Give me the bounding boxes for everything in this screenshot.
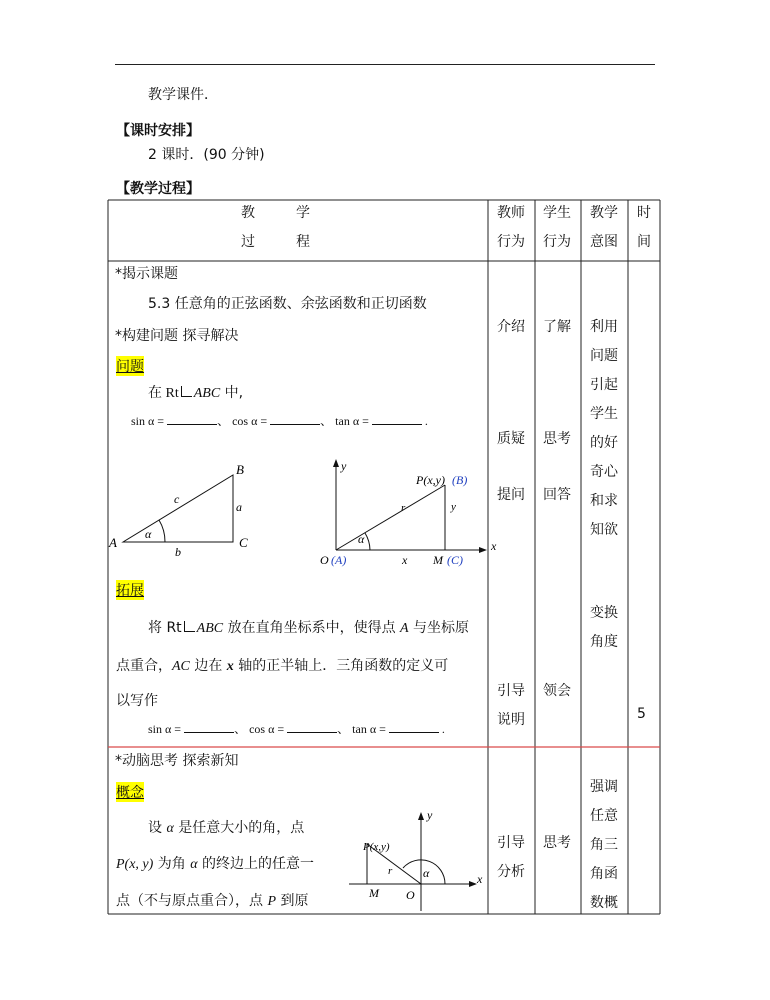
section-schedule-heading: 【课时安排】 xyxy=(116,123,200,139)
side-x: x xyxy=(402,553,408,567)
extend-paragraph-line3: 以写作 xyxy=(116,693,158,709)
coordinate-figure xyxy=(318,455,503,570)
build-problem-heading: *构建问题 探寻解决 xyxy=(115,328,239,344)
extend-paragraph-line1: 将 Rt ABC 放在直角坐标系中，使得点 A 与坐标原 xyxy=(148,620,470,636)
vertex-C: C xyxy=(239,535,248,550)
section-process-heading: 【教学过程】 xyxy=(116,181,200,197)
coord-angle-alpha: α xyxy=(358,532,365,546)
triangle-shape xyxy=(123,475,233,542)
side-a: a xyxy=(236,500,242,514)
cos-blank-2[interactable] xyxy=(287,720,337,733)
right-triangle-symbol xyxy=(181,386,192,397)
radius-r: r xyxy=(401,502,406,514)
sin-blank-2[interactable] xyxy=(184,720,234,733)
concept-y-label: y xyxy=(427,808,433,822)
concept-line2: P(x, y) 为角 α 的终边上的任意一 xyxy=(116,856,315,872)
reveal-topic-heading: *揭示课题 xyxy=(115,266,178,282)
point-M: M xyxy=(433,553,443,567)
triangle-intro: 在 Rt ABC 中, xyxy=(148,385,244,401)
vertex-A: A xyxy=(109,535,117,550)
tan-blank[interactable] xyxy=(372,412,422,425)
concept-label: 概念 xyxy=(116,782,144,802)
origin-A-bracket: (A) xyxy=(331,553,347,567)
origin-O: O xyxy=(320,553,329,567)
concept-line3: 点（不与原点重合），点 P 到原 xyxy=(116,893,309,909)
point-C-bracket: (C) xyxy=(447,553,463,567)
sin-blank[interactable] xyxy=(167,412,217,425)
lesson-topic: 5.3 任意角的正弦函数、余弦函数和正切函数 xyxy=(148,296,427,312)
coord-y-label: y xyxy=(341,459,347,473)
concept-line1: 设 α 是任意大小的角，点 xyxy=(148,820,305,836)
side-y: y xyxy=(451,501,456,513)
concept-angle-alpha: α xyxy=(423,866,430,880)
vertex-B: B xyxy=(236,462,244,477)
point-B-bracket: (B) xyxy=(452,473,468,487)
row1-time: 5 xyxy=(637,706,646,722)
side-b: b xyxy=(175,545,181,559)
think-explore-heading: *动脑思考 探索新知 xyxy=(115,753,239,769)
trig-blanks-1: sin α = 、 cos α = 、 tan α = . xyxy=(131,414,428,428)
concept-point-P: P(x,y) xyxy=(363,841,390,853)
point-P: P(x,y) xyxy=(416,473,445,487)
problem-label: 问题 xyxy=(116,356,144,376)
extend-paragraph-line2: 点重合，AC 边在 x 轴的正半轴上．三角函数的定义可 xyxy=(116,658,449,674)
concept-radius-r: r xyxy=(388,865,393,877)
schedule-text: 2 课时．(90 分钟) xyxy=(148,147,265,163)
extend-label: 拓展 xyxy=(116,580,144,600)
concept-figure xyxy=(345,806,487,914)
concept-point-M: M xyxy=(369,886,379,900)
right-triangle-symbol xyxy=(184,621,195,632)
concept-x-label: x xyxy=(477,872,483,886)
coord-x-label: x xyxy=(491,539,497,553)
tan-blank-2[interactable] xyxy=(389,720,439,733)
cos-blank[interactable] xyxy=(270,412,320,425)
side-c: c xyxy=(174,492,180,506)
trig-blanks-2: sin α = 、 cos α = 、 tan α = . xyxy=(148,722,445,736)
angle-arc xyxy=(159,520,165,542)
triangle-figure xyxy=(105,455,265,560)
angle-alpha: α xyxy=(145,527,152,541)
concept-origin-O: O xyxy=(406,888,415,902)
intro-line: 教学课件． xyxy=(148,87,218,103)
